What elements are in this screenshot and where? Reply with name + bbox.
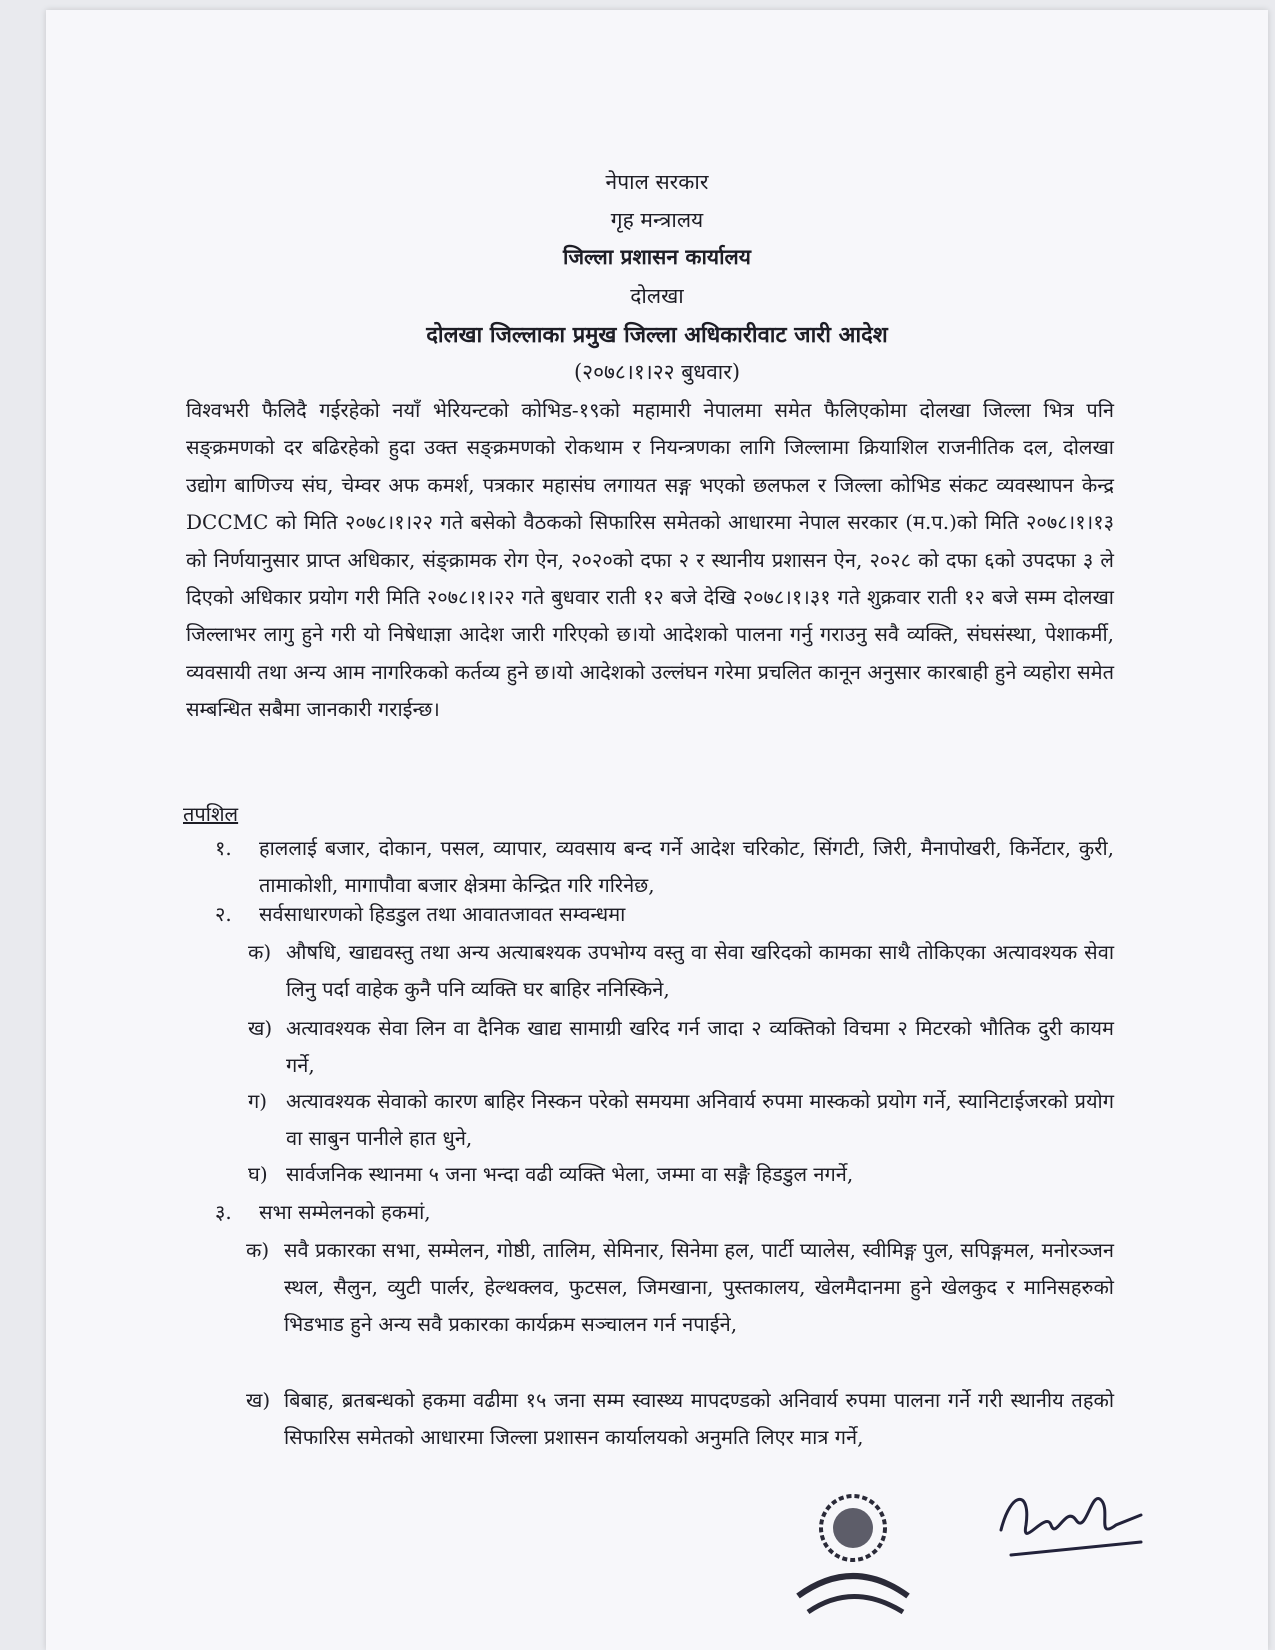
sub-item-text: औषधि, खाद्यवस्तु तथा अन्य अत्याबश्यक उपभोग्य वस्तु वा सेवा खरिदको कामका साथै तोकिएका अत्यावश्यक सेवा लिनु पर्दा वाहेक कुनै पनि व्यक्ति घर बाहिर ननिस्किने, — [286, 940, 1114, 1001]
sub-item-2-kha — [248, 1010, 1114, 1084]
official-seal-icon — [788, 1486, 918, 1616]
item-number: २. — [215, 902, 232, 926]
sub-item-label: क) — [246, 1238, 270, 1262]
item-number: १. — [215, 836, 232, 860]
header-office: जिल्ला प्रशासन कार्यालय — [563, 244, 751, 269]
sub-item-text: बिबाह, ब्रतबन्धको हकमा वढीमा १५ जना सम्म स्वास्थ्य मापदण्डको अनिवार्य रुपमा पालना गर्ने गरी स्थानीय तहको सिफारिस समेतको आधारमा जिल्ला प्रशासन कार्यालयको अनुमति लिएर मात्र गर्ने, — [284, 1388, 1114, 1449]
sub-item-text: सवै प्रकारका सभा, सम्मेलन, गोष्ठी, तालिम, सेमिनार, सिनेमा हल, पार्टी प्यालेस, स्वीमिङ्ग पुल, सपिङ्गमल, मनोरञ्जन स्थल, सैलुन, व्युटी पार्लर, हेल्थक्लव, फुटसल, जिमखाना, पुस्तकालय, खेलमैदानमा हुने खेलकुद र मानिसहरुको भिडभाड हुने अन्य सवै प्रकारका कार्यक्रम सञ्चालन गर्न नपाईने, — [284, 1238, 1114, 1336]
item-text: सभा सम्मेलनको हकमां, — [259, 1200, 431, 1224]
list-item-1 — [215, 830, 1114, 904]
intro-paragraph: विश्वभरी फैलिदै गईरहेको नयाँ भेरियन्टको कोभिड-१९को महामारी नेपालमा समेत फैलिएकोमा दोलखा जिल्ला भित्र पनि सङ्क्रमणको दर बढिरहेको हुदा उक्त सङ्क्रमणको रोकथाम र नियन्त्रणका लागि जिल्लामा क्रियाशिल राजनीतिक दल, दोलखा उद्योग बाणिज्य संघ, चेम्वर अफ कमर्श, पत्रकार महासंघ लगायत सङ्ग भएको छलफल र जिल्ला कोभिड संकट व्यवस्थापन केन्द्र DCCMC को मिति २०७८।१।२२ गते बसेको वैठकको सिफारिस समेतको आधारमा नेपाल सरकार (म.प.)को मिति २०७८।१।१३ को निर्णयानुसार प्राप्त अधिकार, संङ्क्रामक रोग ऐन, २०२०को दफा २ र स्थानीय प्रशासन ऐन, २०२८ को दफा ६को उपदफा ३ ले दिएको अधिकार प्रयोग गरी मिति २०७८।१।२२ गते बुधवार राती १२ बजे देखि २०७८।१।३१ गते शुक्रवार राती १२ बजे सम्म दोलखा जिल्लाभर लागु हुने गरी यो निषेधाज्ञा आदेश जारी गरिएको छ।यो आदेशको पालना गर्नु गराउनु सवै व्यक्ति, संघसंस्था, पेशाकर्मी, व्यवसायी तथा अन्य आम नागरिकको कर्तव्य हुने छ।यो आदेशको उल्लंघन गरेमा प्रचलित कानून अनुसार कारबाही हुने व्यहोरा समेत सम्बन्धित सबैमा जानकारी गराईन्छ। — [186, 398, 1114, 722]
sub-item-label: ख) — [248, 1016, 273, 1040]
sub-item-2-gha — [248, 1156, 1114, 1193]
sub-item-text: अत्यावश्यक सेवाको कारण बाहिर निस्कन परेको समयमा अनिवार्य रुपमा मास्कको प्रयोग गर्ने, स्यानिटाईजरको प्रयोग वा साबुन पानीले हात धुने, — [286, 1089, 1114, 1150]
list-item-2 — [215, 896, 1114, 933]
header-district: दोलखा — [630, 284, 684, 308]
sub-item-2-ka — [248, 934, 1114, 1008]
header-ministry: गृह मन्त्रालय — [610, 208, 704, 232]
header-government: नेपाल सरकार — [605, 170, 709, 194]
header-date: (२०७८।१।२२ बुधवार) — [573, 360, 741, 384]
sub-item-3-ka — [246, 1232, 1114, 1343]
document-page — [46, 10, 1268, 1650]
sub-item-label: क) — [248, 940, 272, 964]
sub-item-text: सार्वजनिक स्थानमा ५ जना भन्दा वढी व्यक्ति भेला, जम्मा वा सङ्गै हिडडुल नगर्ने, — [286, 1162, 854, 1186]
signature-icon — [991, 1470, 1151, 1590]
item-text: सर्वसाधारणको हिडडुल तथा आवातजावत सम्वन्धमा — [259, 902, 626, 926]
item-number: ३. — [215, 1200, 232, 1224]
sub-item-label: ग) — [248, 1089, 268, 1113]
sub-item-text: अत्यावश्यक सेवा लिन वा दैनिक खाद्य सामाग्री खरिद गर्न जादा २ व्यक्तिको विचमा २ मिटरको भौतिक दुरी कायम गर्ने, — [286, 1016, 1114, 1077]
header-order-title: दोलखा जिल्लाका प्रमुख जिल्ला अधिकारीवाट जारी आदेश — [426, 322, 888, 348]
list-item-3 — [215, 1194, 1114, 1231]
item-text: हाललाई बजार, दोकान, पसल, व्यापार, व्यवसाय बन्द गर्ने आदेश चरिकोट, सिंगटी, जिरी, मैनापोखरी, किर्नेटार, कुरी, तामाकोशी, मागापौवा बजार क्षेत्रमा केन्द्रित गरि गरिनेछ, — [259, 836, 1114, 897]
sub-item-2-ga — [248, 1083, 1114, 1157]
sub-item-label: घ) — [248, 1162, 268, 1186]
sub-item-3-kha — [246, 1382, 1114, 1456]
sub-item-label: ख) — [246, 1388, 271, 1412]
section-title-details: तपशिल — [183, 802, 239, 826]
